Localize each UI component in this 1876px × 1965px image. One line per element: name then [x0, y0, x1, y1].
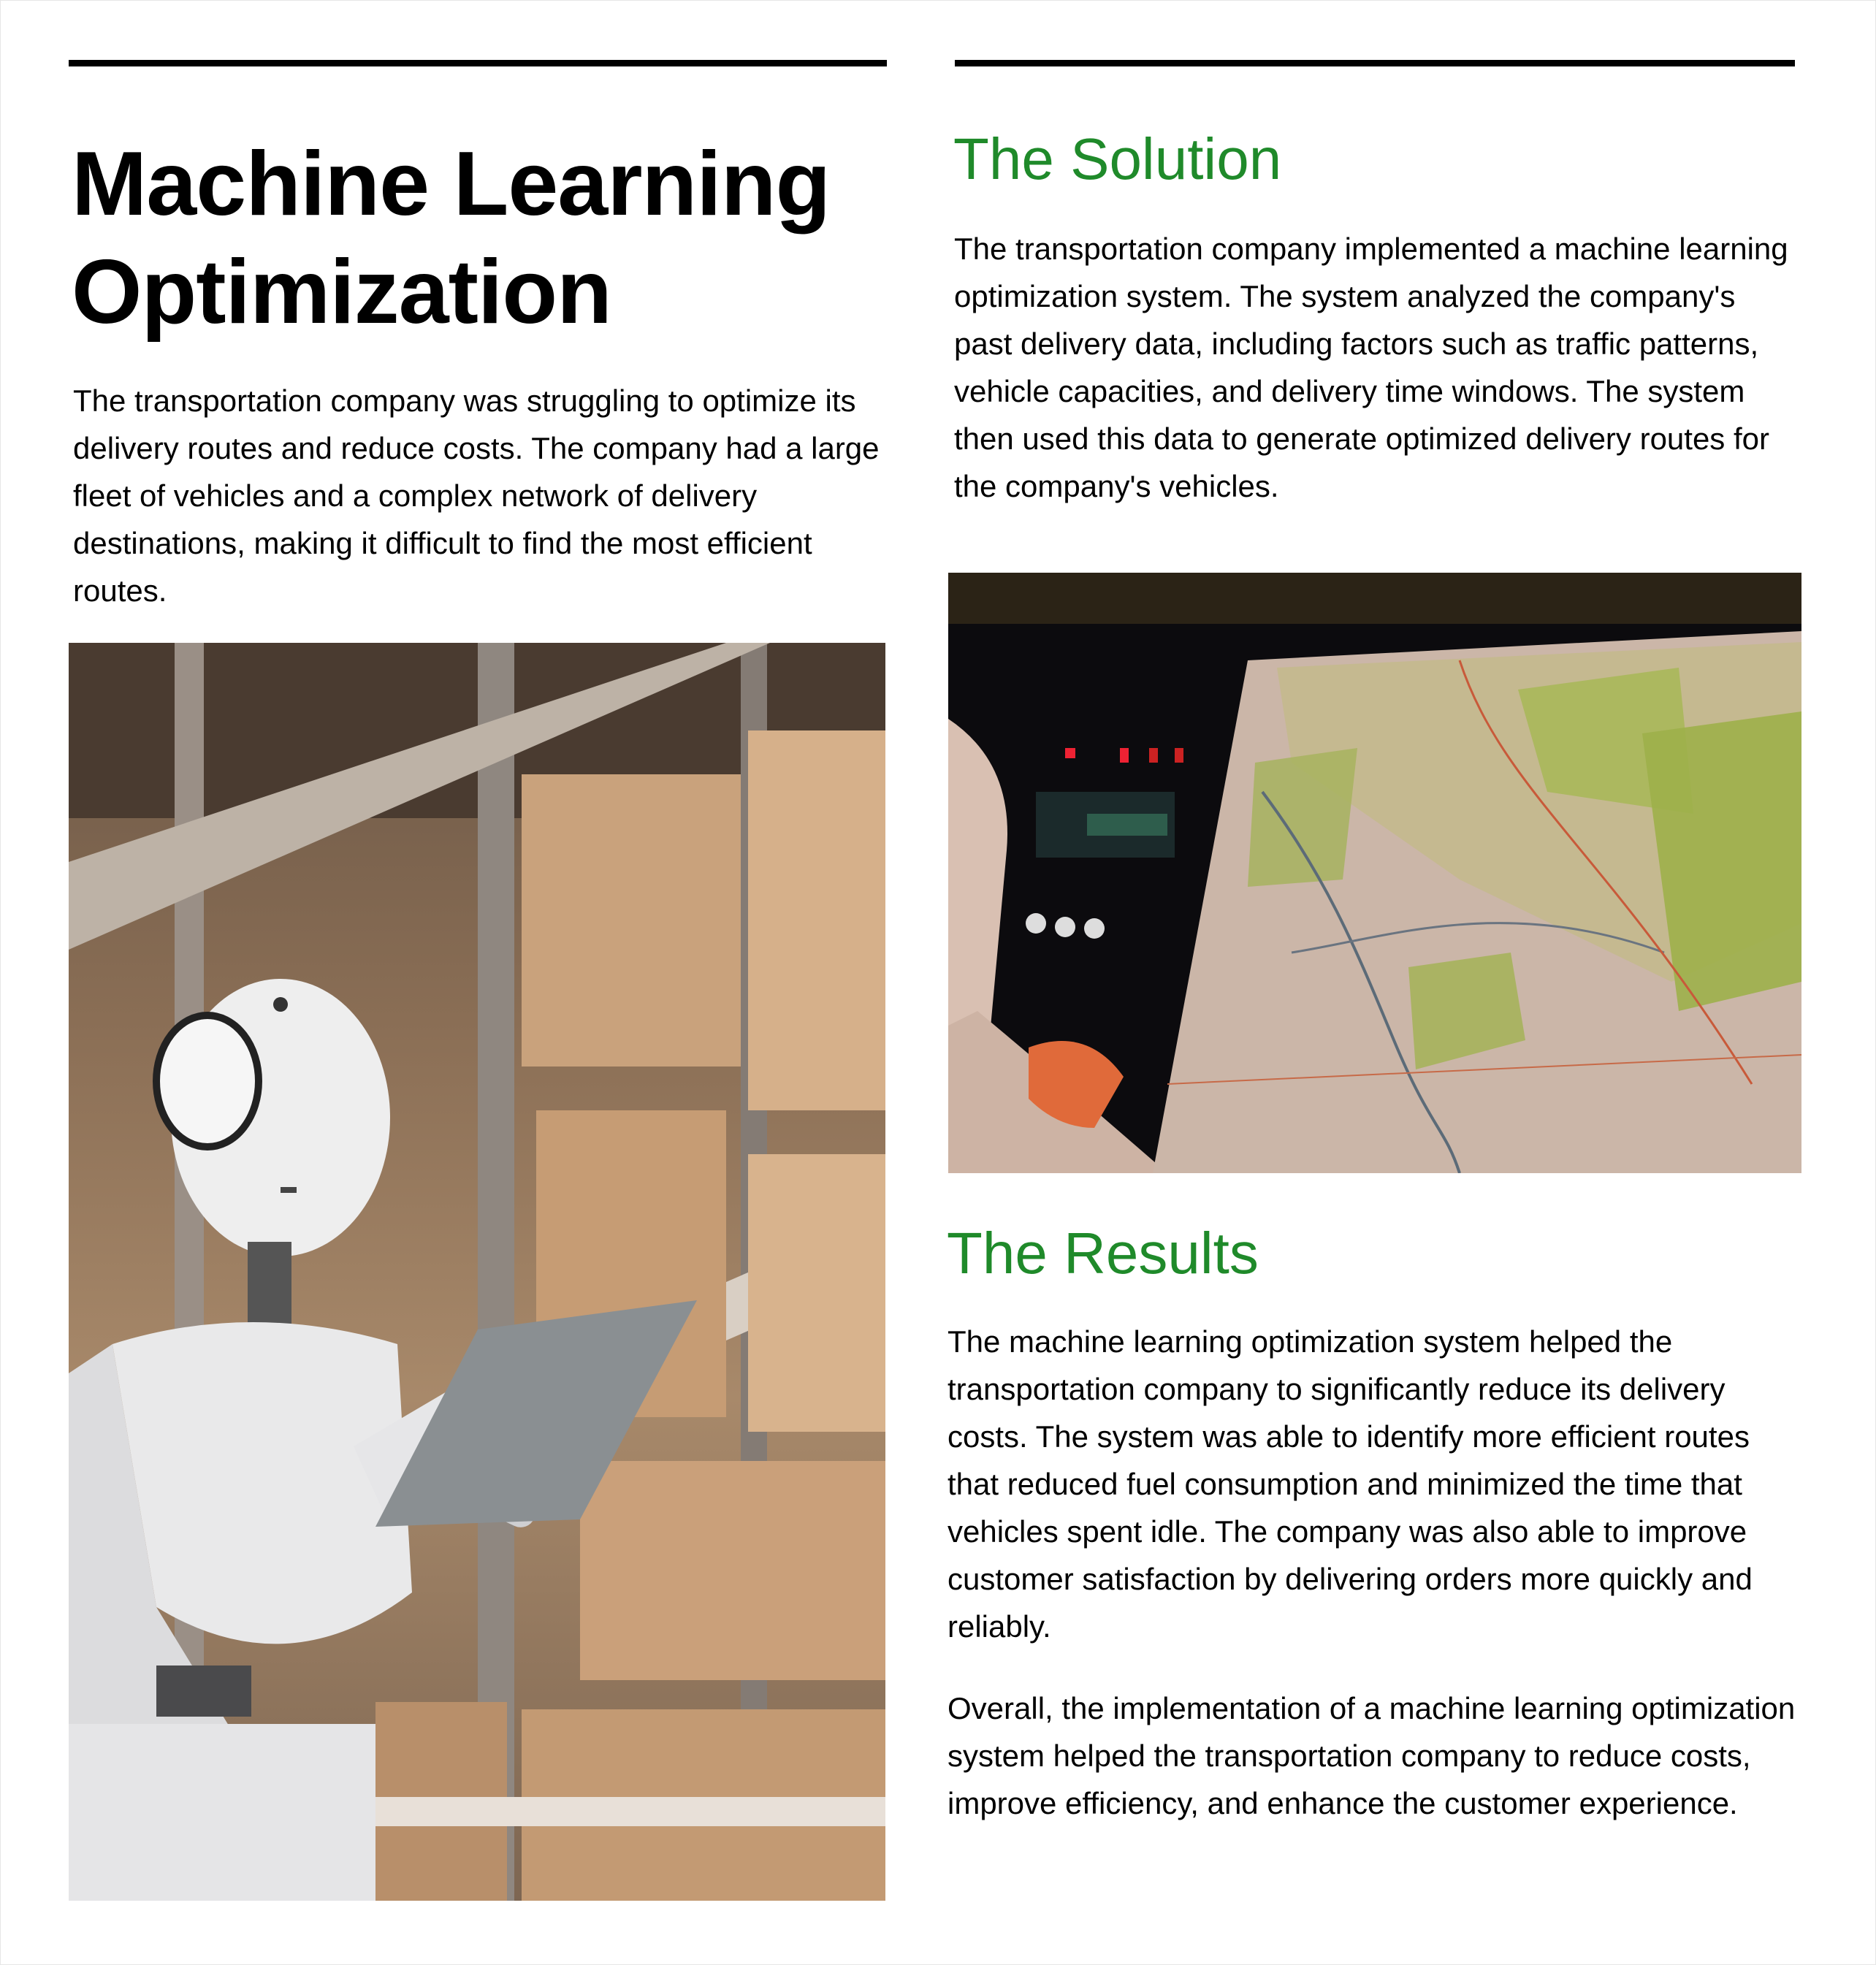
robot-in-warehouse-image	[69, 643, 885, 1901]
intro-paragraph: The transportation company was struggling to optimize its delivery routes and reduce costs. The company had a large fleet of vehicles and a complex network of delivery destinations, making it difficult to find the most efficient routes.	[73, 384, 880, 608]
page-title: Machine Learning Optimization	[72, 134, 831, 343]
solution-paragraph: The transportation company implemented a machine learning optimization system. The system analyzed the company's past delivery data, including factors such as traffic patterns, vehicle capacities, and delivery time windows. The system then used this data to generate optimized delivery routes for the company's vehicles.	[954, 232, 1788, 503]
results-heading: The Results	[947, 1221, 1259, 1286]
solution-heading: The Solution	[953, 126, 1282, 191]
left-column-rule	[69, 60, 887, 66]
results-paragraph: The machine learning optimization system helped the transportation company to significantly reduce its delivery costs. The system was able to identify more efficient routes that reduced fuel consumption and minimized the time that vehicles spent idle. The company was also able to improve customer satisfaction by delivering orders more quickly and reliably.	[947, 1324, 1753, 1644]
map-in-vehicle-image	[948, 573, 1801, 1173]
overall-paragraph: Overall, the implementation of a machine learning optimization system helped the transportation company to reduce costs, improve efficiency, and enhance the customer experience.	[947, 1691, 1796, 1820]
right-column-rule	[955, 60, 1795, 66]
